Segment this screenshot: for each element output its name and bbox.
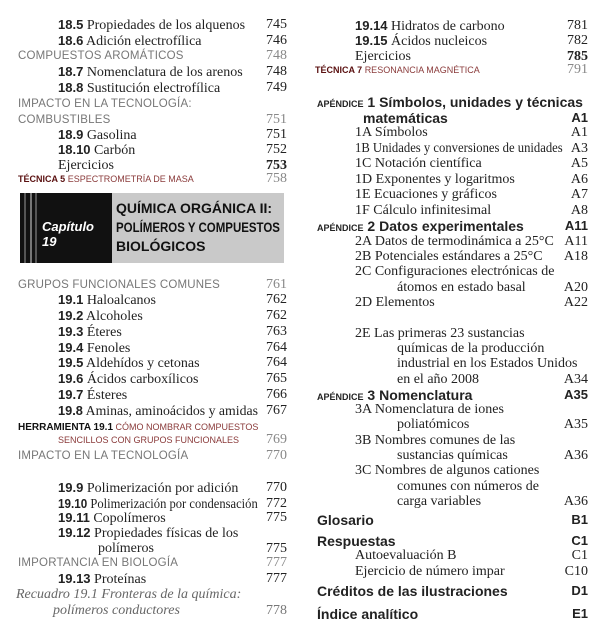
page-number: A35 [564, 387, 588, 402]
appendix-label: APÉNDICE [317, 99, 364, 109]
toc-entry-3C-line3[interactable] [397, 493, 588, 511]
section-title: Haloalcanos [86, 293, 157, 308]
section-number: 19.4 [58, 340, 84, 355]
page-number: 748 [266, 48, 287, 63]
page-number: A1 [571, 110, 588, 125]
tecnica-label: TÉCNICA 7 [315, 65, 363, 75]
page-number: 763 [266, 324, 287, 339]
page-number: 791 [567, 62, 588, 77]
entry-title: 1C Notación científica [355, 156, 482, 171]
page-number: 751 [266, 112, 287, 127]
page-number: 769 [266, 432, 287, 447]
page-number: A5 [570, 156, 588, 171]
entry-text [53, 602, 180, 620]
page-number: 778 [266, 603, 287, 618]
page-number: E1 [572, 606, 588, 621]
section-number: 18.7 [58, 64, 84, 79]
entry-text [18, 170, 194, 188]
page-number: 772 [266, 496, 287, 511]
entry-title: 1F Cálculo infinitesimal [355, 203, 492, 218]
page-number: D1 [571, 583, 588, 598]
entry-title: 1E Ecuaciones y gráficos [355, 187, 497, 202]
appendix-title: Símbolos, unidades y técnicas [379, 94, 583, 110]
page-number: 751 [266, 127, 287, 142]
page-number: 767 [266, 403, 287, 418]
page-number: 785 [567, 49, 588, 64]
page-number: 764 [266, 340, 287, 355]
section-number: 19.5 [58, 355, 84, 370]
appendix-number: 2 [367, 218, 376, 234]
section-title: Ejercicios [355, 49, 411, 64]
entry-title: industrial en los Estados Unidos [397, 356, 578, 371]
section-number: 19.9 [58, 480, 84, 495]
page-number: A6 [570, 172, 588, 187]
herramienta-title: SENCILLOS CON GRUPOS FUNCIONALES [58, 435, 240, 445]
page-number: 766 [266, 387, 287, 402]
appendix-title: Datos experimentales [379, 218, 524, 234]
entry-text [317, 582, 508, 600]
section-title: Ácidos carboxílicos [86, 372, 199, 387]
section-title: Adición electrofílica [86, 34, 202, 49]
page-number: B1 [571, 512, 588, 527]
entry-title: químicas de la producción [397, 341, 545, 356]
section-number: 18.10 [58, 142, 91, 157]
page-number: 746 [266, 33, 287, 48]
page-number: C1 [571, 548, 588, 563]
entry-title: sustancias químicas [397, 448, 508, 463]
chapter-title-line: BIOLÓGICOS [116, 238, 206, 254]
toc-heading-impacto-2[interactable] [18, 447, 287, 465]
page-number: 749 [266, 80, 287, 95]
page-number: 777 [266, 571, 287, 586]
entry-text [317, 511, 374, 529]
page-number: 775 [266, 541, 287, 556]
entry-title: 2C Configuraciones electrónicas de [355, 264, 555, 279]
entry-text [355, 294, 435, 312]
appendix-title: matemáticas [363, 110, 448, 126]
chapter-banner[interactable] [20, 193, 284, 263]
herramienta-title: CÓMO NOMBRAR COMPUESTOS [115, 422, 259, 432]
section-number: 18.9 [58, 127, 84, 142]
stripe-decoration [35, 193, 37, 263]
entry-title: 3A Nomenclatura de iones [355, 402, 504, 417]
section-title: Ejercicios [58, 158, 114, 173]
page-number: A36 [563, 494, 588, 509]
stripe-decoration [24, 193, 26, 263]
appendix-label: APÉNDICE [317, 392, 364, 402]
section-title: Ácidos nucleicos [391, 34, 488, 49]
section-title: Fenoles [86, 341, 131, 356]
page-number: 770 [266, 480, 287, 495]
section-title: Aldehídos y cetonas [86, 356, 200, 371]
toc-entry-ejercicio-impar[interactable] [355, 563, 588, 581]
section-number: 18.6 [58, 33, 84, 48]
page-number: A22 [563, 295, 588, 310]
page-number: A1 [570, 125, 588, 140]
page-number: 748 [266, 64, 287, 79]
section-number: 19.8 [58, 403, 83, 418]
toc-right-column [300, 0, 600, 634]
section-number: 19.14 [355, 18, 388, 33]
heading-title: IMPACTO EN LA TECNOLOGÍA [18, 450, 189, 462]
section-number: 19.2 [58, 308, 84, 323]
chapter-title-line: QUÍMICA ORGÁNICA II: [116, 200, 273, 216]
heading-title: IMPACTO EN LA TECNOLOGÍA: [18, 98, 192, 110]
entry-text [397, 493, 481, 511]
chapter-title [116, 199, 280, 256]
section-title: Nomenclatura de los arenos [86, 65, 243, 80]
page-number: C10 [564, 564, 588, 579]
section-number: 19.15 [355, 33, 388, 48]
section-title: Éteres [86, 325, 122, 340]
recuadro-title: Recuadro 19.1 Fronteras de la química: [16, 587, 242, 602]
entry-title: 3B Nombres comunes de las [355, 433, 516, 448]
section-number: 19.1 [58, 292, 84, 307]
page-number: A35 [563, 417, 588, 432]
page-number: A20 [563, 280, 588, 295]
section-title: Carbón [94, 143, 136, 158]
tecnica-label: TÉCNICA 5 [18, 174, 66, 184]
page-number: 782 [567, 33, 588, 48]
page-number: 765 [266, 371, 287, 386]
section-title: Alcoholes [86, 309, 143, 324]
tecnica-title: RESONANCIA MAGNÉTICA [364, 65, 480, 75]
toc-entry-tecnica-5[interactable] [18, 170, 287, 188]
page-number: A7 [570, 187, 588, 202]
heading-title: COMPUESTOS AROMÁTICOS [18, 50, 184, 62]
entry-title: Respuestas [317, 533, 396, 549]
chapter-label-block [20, 193, 112, 263]
entry-title: 1B Unidades y conversiones de unidades [355, 141, 563, 156]
toc-entry-2D[interactable] [355, 294, 588, 312]
page-number: C1 [571, 533, 588, 548]
toc-indice[interactable] [317, 605, 588, 623]
section-title: Ésteres [86, 388, 128, 403]
section-title: Hidratos de carbono [391, 19, 505, 34]
page-number: 758 [266, 171, 287, 186]
section-title: Propiedades físicas de los [94, 526, 239, 541]
stripe-decoration [30, 193, 32, 263]
entry-title: carga variables [397, 494, 482, 509]
entry-text [355, 563, 505, 581]
heading-title: COMBUSTIBLES [18, 114, 111, 126]
chapter-title-line: POLÍMEROS Y COMPUESTOS [116, 219, 280, 235]
section-title: Polimerización por adición [86, 481, 239, 496]
page-number: 764 [266, 355, 287, 370]
page-number: A3 [570, 141, 588, 156]
entry-title: Créditos de las ilustraciones [317, 583, 508, 599]
section-title: Propiedades de los alquenos [86, 18, 246, 33]
entry-text [317, 605, 418, 623]
entry-title: 2D Elementos [355, 295, 435, 310]
section-number: 18.5 [58, 17, 84, 32]
entry-title: 1D Exponentes y logaritmos [355, 172, 515, 187]
section-title: Sustitución electrofílica [86, 81, 221, 96]
entry-title: 2E Las primeras 23 sustancias [355, 326, 525, 341]
page-number: A18 [563, 249, 588, 264]
page-number: 762 [266, 292, 287, 307]
section-number: 19.6 [58, 371, 84, 386]
entry-title: 3C Nombres de algunos cationes [355, 463, 540, 478]
page-number: 753 [266, 158, 287, 173]
section-number: 19.7 [58, 387, 84, 402]
page-number: 777 [266, 555, 287, 570]
entry-title: 2A Datos de termodinámica a 25°C [355, 234, 554, 249]
section-number: 19.12 [58, 525, 91, 540]
entry-title: átomos en estado basal [397, 280, 526, 295]
section-title: Gasolina [86, 128, 137, 143]
section-title: Proteínas [94, 572, 147, 587]
recuadro-title: polímeros conductores [53, 603, 180, 618]
entry-title: Índice analítico [317, 606, 419, 622]
section-title: Aminas, aminoácidos y amidas [85, 404, 258, 419]
entry-title: Ejercicio de número impar [355, 564, 505, 579]
appendix-title: Nomenclatura [379, 387, 473, 403]
chapter-label: Capítulo 19 [42, 219, 94, 249]
entry-text [315, 61, 480, 79]
tecnica-title: ESPECTROMETRÍA DE MASA [67, 174, 194, 184]
page-number: A11 [564, 218, 588, 233]
page-number: A8 [570, 203, 588, 218]
section-number: 19.11 [58, 510, 90, 525]
toc-glosario[interactable] [317, 511, 588, 529]
herramienta-label: HERRAMIENTA 19.1 [18, 422, 114, 433]
entry-title: Glosario [317, 512, 374, 528]
entry-title: en el año 2008 [397, 372, 480, 387]
section-number: 18.8 [58, 80, 84, 95]
heading-title: GRUPOS FUNCIONALES COMUNES [18, 279, 221, 291]
toc-entry-tecnica-7[interactable] [315, 61, 588, 79]
page-number: 745 [266, 17, 287, 32]
page-number: 752 [266, 142, 287, 157]
entry-title: comunes con números de [397, 479, 539, 494]
page-number: A36 [563, 448, 588, 463]
section-number: 19.10 [58, 496, 88, 511]
entry-text [18, 447, 188, 465]
appendix-label: APÉNDICE [317, 223, 364, 233]
page-number: A34 [563, 372, 588, 387]
toc-creditos[interactable] [317, 582, 588, 600]
section-title: Polimerización por condensación [90, 497, 258, 512]
appendix-number: 1 [367, 94, 376, 110]
entry-title: Autoevaluación B [355, 548, 457, 563]
section-number: 19.3 [58, 324, 84, 339]
entry-title: 1A Símbolos [355, 125, 428, 140]
entry-title: poliatómicos [397, 417, 470, 432]
page-number: A11 [564, 234, 588, 249]
section-title: Copolímeros [93, 511, 166, 526]
page-number: 762 [266, 308, 287, 323]
section-number: 19.13 [58, 571, 91, 586]
page-number: 761 [266, 277, 287, 292]
appendix-number: 3 [367, 387, 376, 403]
toc-entry-recuadro-line2[interactable] [53, 602, 287, 620]
section-title: polímeros [98, 541, 154, 556]
page-number: 770 [266, 448, 287, 463]
page-number: 781 [567, 18, 588, 33]
heading-title: IMPORTANCIA EN BIOLOGÍA [18, 557, 179, 569]
entry-title: 2B Potenciales estándares a 25°C [355, 249, 543, 264]
page-number: 775 [266, 510, 287, 525]
